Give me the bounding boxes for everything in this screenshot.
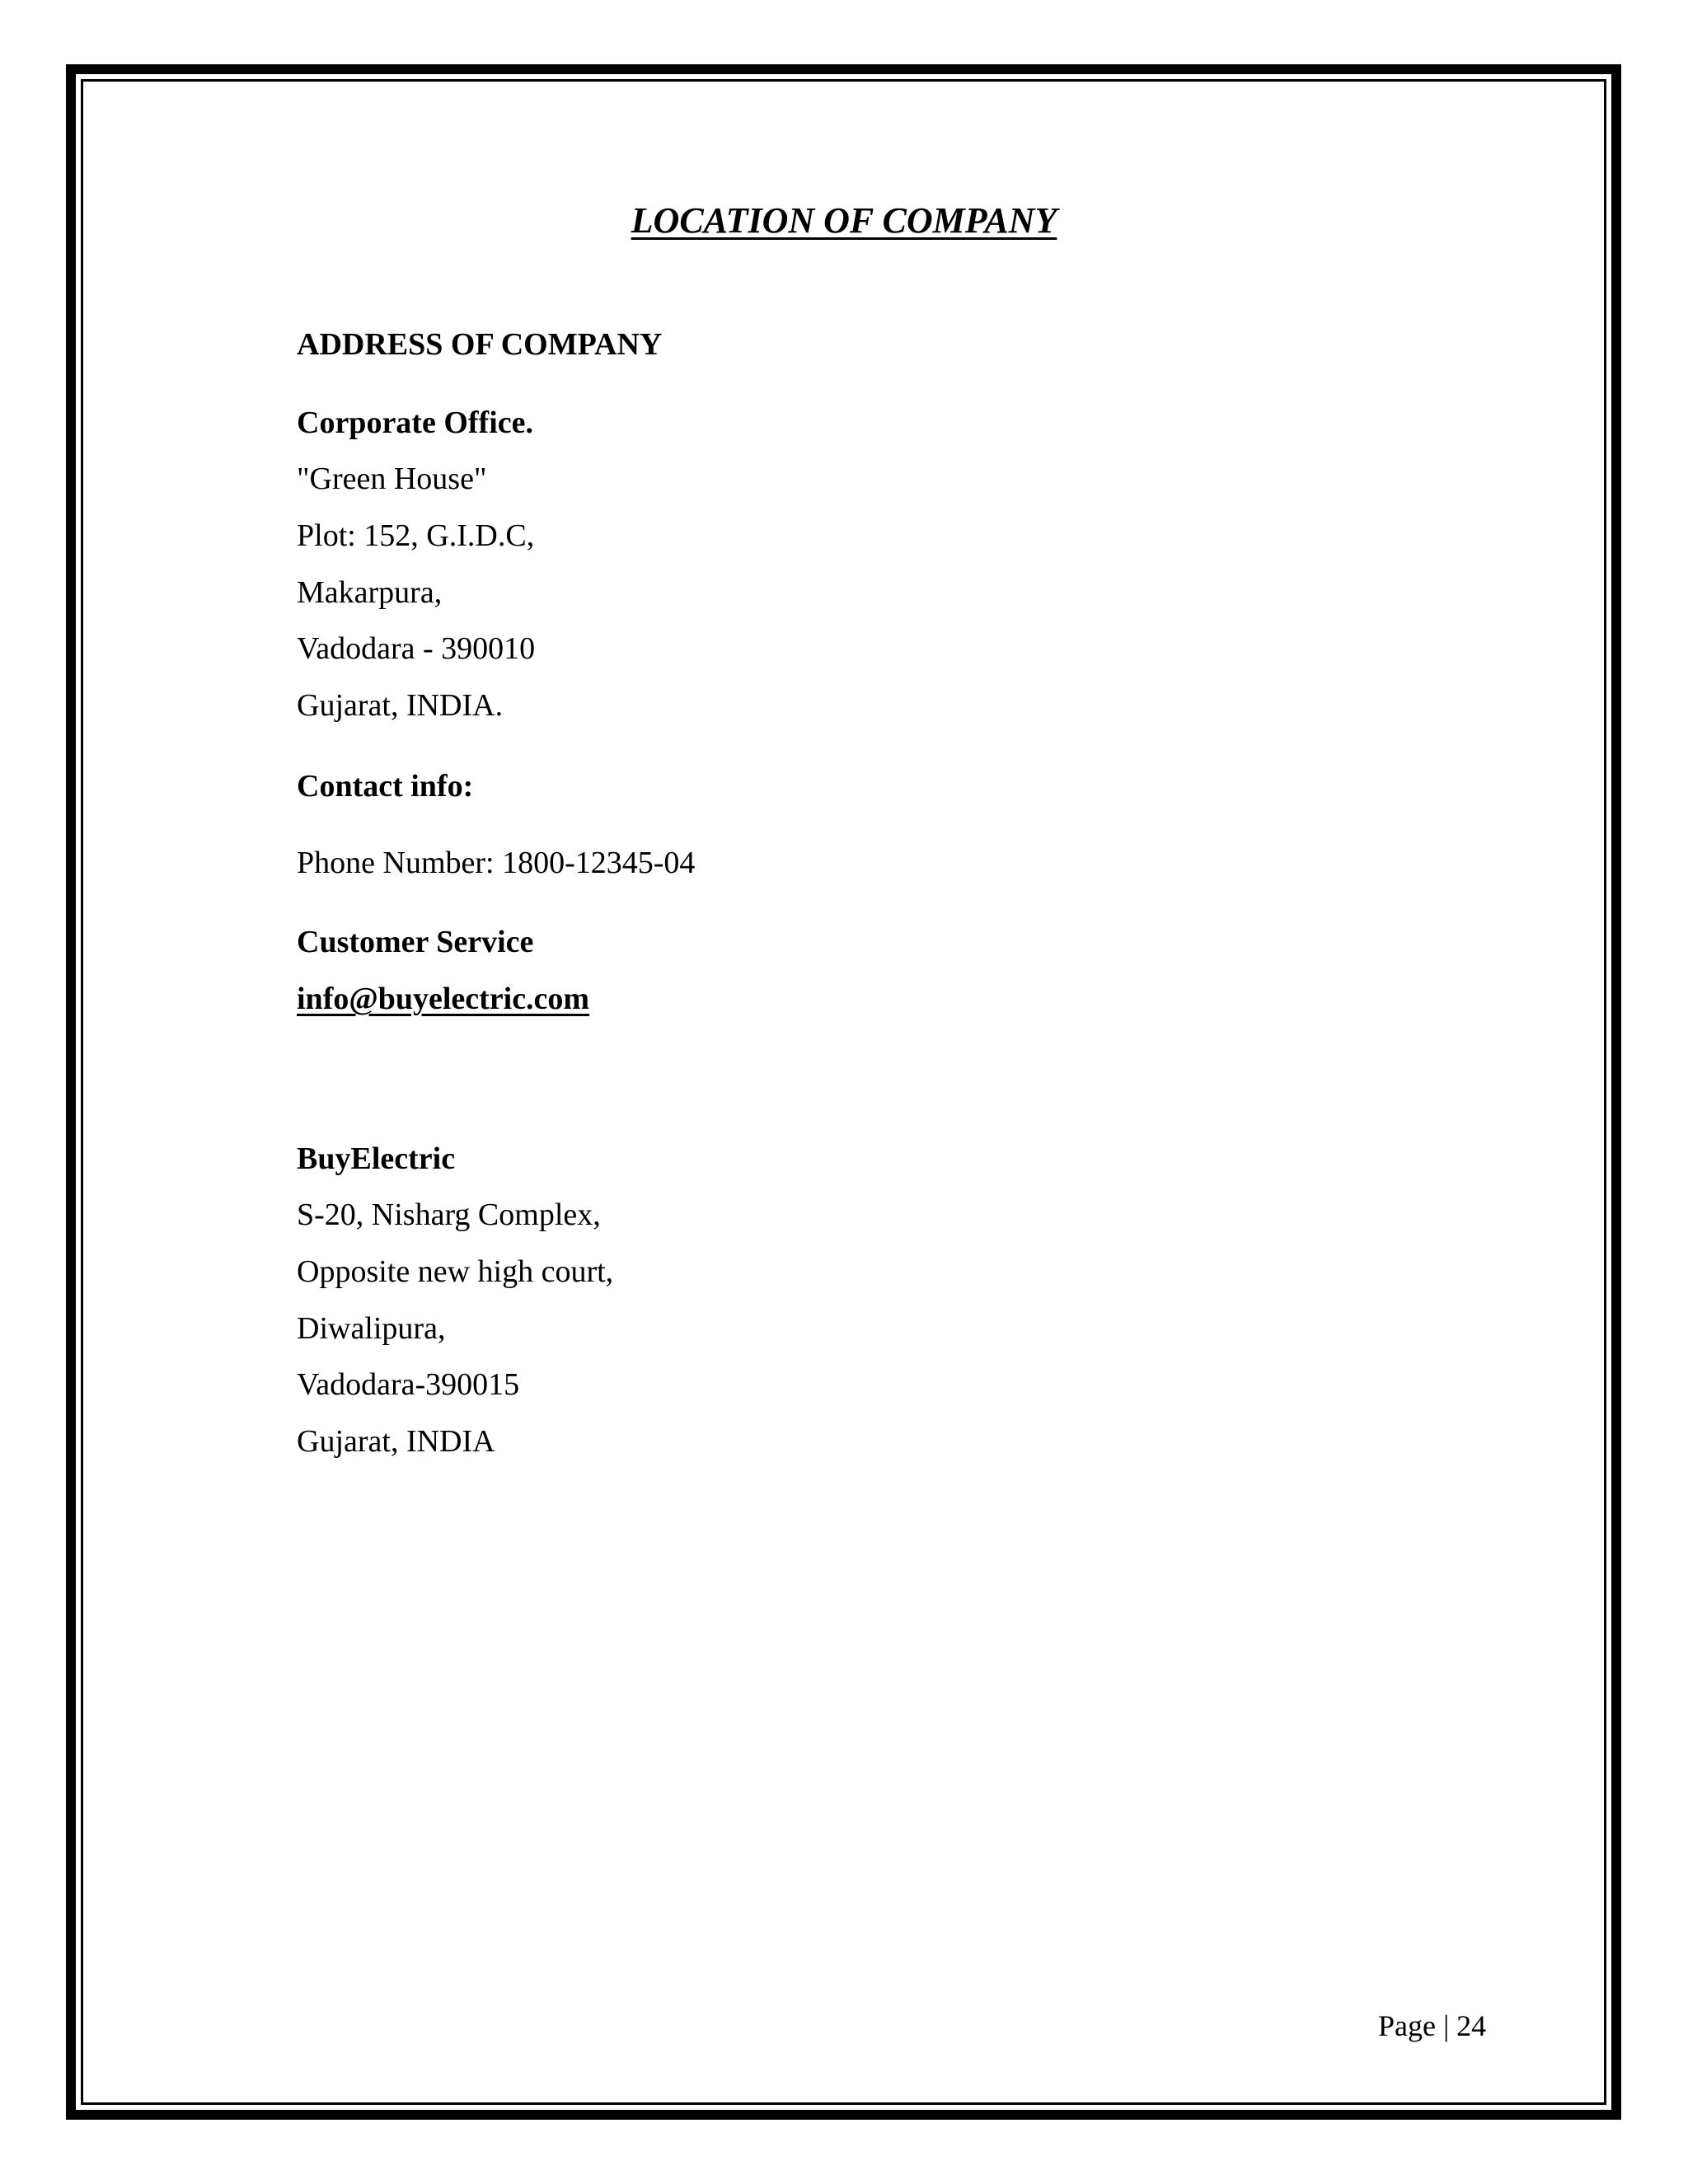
customer-service-heading: Customer Service [297,925,534,959]
branch-address-line-1: S-20, Nisharg Complex, [297,1197,601,1232]
corporate-address-line-5: Gujarat, INDIA. [297,688,504,723]
section-heading: ADDRESS OF COMPANY [297,327,663,362]
corporate-office-heading: Corporate Office. [297,405,533,440]
contact-info-heading: Contact info: [297,769,474,804]
corporate-address-line-1: "Green House" [297,462,487,496]
page-title [0,196,1688,246]
branch-address-line-3: Diwalipura, [297,1311,446,1346]
branch-name: BuyElectric [297,1141,456,1176]
customer-service-email-wrap [297,978,589,1019]
page-border-inner [81,79,1606,2105]
phone-number: Phone Number: 1800-12345-04 [297,846,696,880]
branch-address-line-2: Opposite new high court, [297,1254,614,1289]
page-title-text: LOCATION OF COMPANY [631,200,1057,241]
corporate-address-line-4: Vadodara - 390010 [297,631,536,666]
corporate-address-line-2: Plot: 152, G.I.D.C, [297,518,535,553]
branch-address-line-5: Gujarat, INDIA [297,1424,495,1459]
branch-address-line-4: Vadodara-390015 [297,1367,520,1402]
page-number: Page | 24 [1378,2009,1487,2042]
corporate-address-line-3: Makarpura, [297,575,443,610]
customer-service-email-link[interactable]: info@buyelectric.com [297,982,590,1016]
